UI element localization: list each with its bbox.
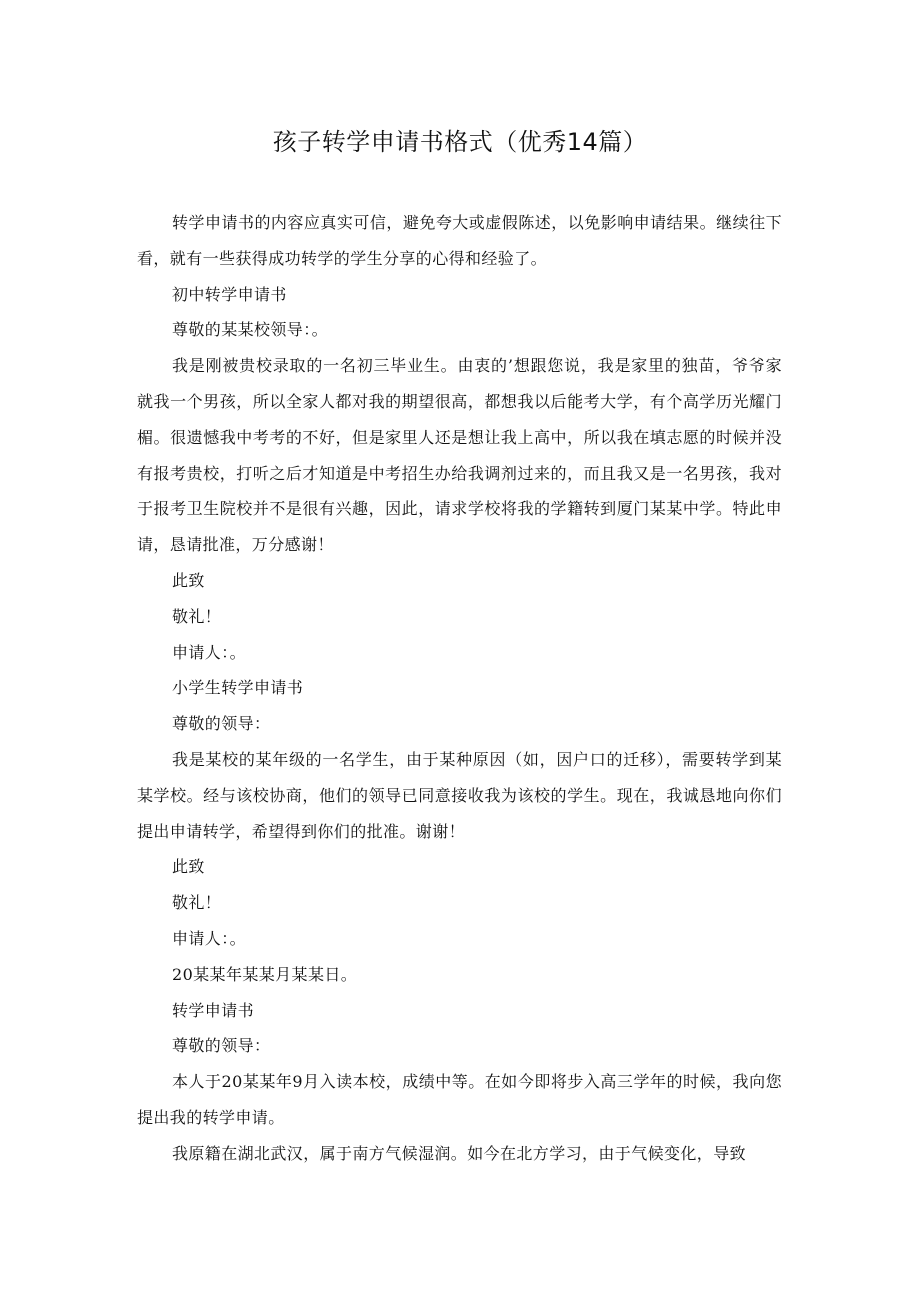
section-heading: 初中转学申请书 <box>172 284 287 304</box>
closing-line: 敬礼！ <box>172 893 222 913</box>
document-body <box>137 205 782 1172</box>
body-paragraph: 我原籍在湖北武汉，属于南方气候湿润。如今在北方学习，由于气候变化，导致 <box>172 1143 747 1163</box>
closing-line: 此致 <box>172 857 205 877</box>
document-title: 孩子转学申请书格式（优秀14篇） <box>272 128 648 156</box>
closing-line: 敬礼！ <box>172 606 222 626</box>
signature-line: 申请人：。 <box>172 642 247 662</box>
section-heading: 转学申请书 <box>172 1000 255 1020</box>
salutation: 尊敬的领导： <box>172 714 271 734</box>
body-paragraph: 我是某校的某年级的一名学生，由于某种原因（如，因户口的迁移），需要转学到某某学校。经与该校协商，他们的领导已同意接收我为该校的学生。现在，我诚恳地向你们提出申请转学，希望得到你们的批准。谢谢！ <box>137 749 782 841</box>
closing-line: 此致 <box>172 570 205 590</box>
body-paragraph: 我是刚被贵校录取的一名初三毕业生。由衷的’想跟您说，我是家里的独苗，爷爷家就我一个男孩，所以全家人都对我的期望很高，都想我以后能考大学，有个高学历光耀门楣。很遗憾我中考考的不好，但是家里人还是想让我上高中，所以我在填志愿的时候并没有报考贵校，打听之后才知道是中考招生办给我调剂过来的，而且我又是一名男孩，我对于报考卫生院校并不是很有兴趣，因此，请求学校将我的学籍转到厦门某某中学。特此申请，恳请批准，万分感谢！ <box>137 356 782 555</box>
date-line: 20某某年某某月某某日。 <box>172 964 358 984</box>
salutation: 尊敬的某某校领导：。 <box>172 320 329 340</box>
intro-paragraph: 转学申请书的内容应真实可信，避免夸大或虚假陈述，以免影响申请结果。继续往下看，就有一些获得成功转学的学生分享的心得和经验了。 <box>137 213 782 268</box>
signature-line: 申请人：。 <box>172 928 247 948</box>
salutation: 尊敬的领导： <box>172 1036 271 1056</box>
body-paragraph: 本人于20某某年9月入读本校，成绩中等。在如今即将步入高三学年的时候，我向您提出我的转学申请。 <box>137 1072 782 1127</box>
section-heading: 小学生转学申请书 <box>172 678 304 698</box>
